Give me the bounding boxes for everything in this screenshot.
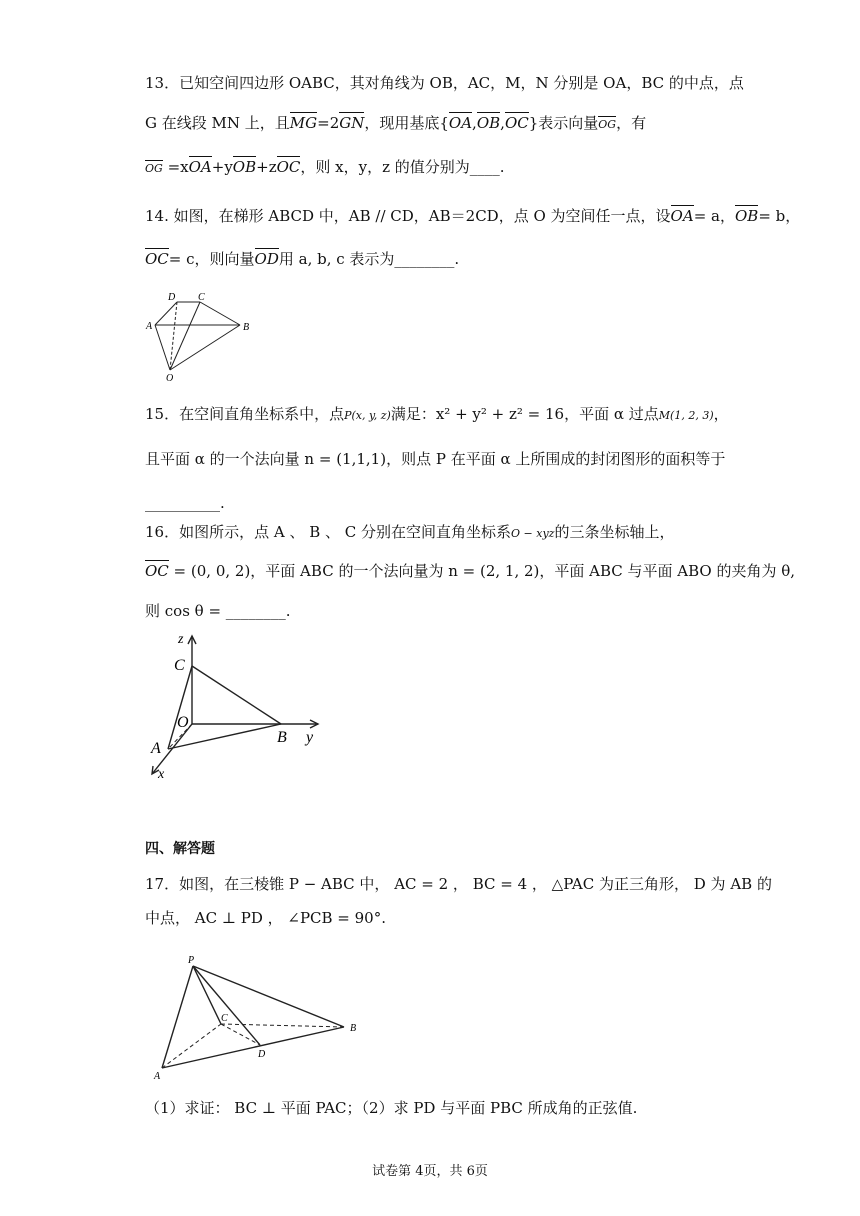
q15-text: 15．在空间直角坐标系中，点 (145, 405, 345, 423)
q13-text: +y (211, 158, 233, 176)
label-b: B (277, 729, 287, 746)
label-b: B (350, 1023, 357, 1034)
coordinate-figure (140, 628, 340, 788)
label-y: y (306, 729, 314, 746)
q15-text: ， (713, 405, 729, 423)
vector-od: OD (254, 250, 279, 268)
label-c: C (198, 292, 205, 303)
label-b: B (243, 322, 250, 333)
q16-text: = (0, 0, 2)，平面 ABC 的一个法向量为 n = (2, 1, 2)，平面 ABC 与平面 ABO 的夹角为 θ, (168, 562, 796, 580)
label-a: A (151, 740, 161, 757)
q17-line-3: （1）求证： BC ⊥ 平面 PAC；（2）求 PD 与平面 PBC 所成角的正弦值. (145, 1099, 638, 1117)
q13-text: ，有 (616, 114, 647, 132)
label-c: C (221, 1013, 228, 1024)
q13-line-2: G 在线段 MN 上，且MG=2GN，现用基底{OA,OB,OC}表示向量OG，有 (145, 114, 647, 132)
page-footer: 试卷第 4页，共 6页 (372, 1164, 488, 1179)
q16-text: 16．如图所示，点 A 、 B 、 C 分别在空间直角坐标系 (145, 523, 512, 541)
q14-line-2 (145, 248, 459, 270)
label-a: A (154, 1071, 161, 1082)
q13-text: =2 (317, 114, 340, 132)
q13-text: }表示向量 (528, 114, 599, 132)
q16-line-3: 则 cos θ = ________. (145, 602, 291, 620)
q15-line-3: __________. (145, 494, 225, 512)
label-o: O (177, 714, 189, 731)
q14-text: ，则向量 (194, 250, 255, 268)
label-d: D (168, 292, 176, 303)
vector-oa: OA (188, 158, 212, 176)
point-p: P(x, y, z) (344, 409, 391, 422)
label-p: P (188, 955, 195, 966)
q16-text: 的三条坐标轴上， (554, 523, 675, 541)
q13-text: ，现用基底{ (364, 114, 449, 132)
vector-ob: OB (734, 207, 759, 225)
q13-text: =x (162, 158, 189, 176)
q14-text: = b (758, 207, 786, 225)
vector-oc: OC (145, 250, 169, 268)
q13-line-1: 13．已知空间四边形 OABC，其对角线为 OB，AC，M，N 分别是 OA，BC 的中点，点 (145, 74, 744, 92)
vector-ob: OB (232, 158, 257, 176)
q14-text: = c (168, 250, 195, 268)
vector-og: OG (598, 118, 617, 131)
q13-text: +z (256, 158, 277, 176)
label-x: x (158, 767, 165, 782)
q14-text: = a (693, 207, 720, 225)
vector-oc: OC (276, 158, 301, 176)
label-a: A (146, 321, 153, 332)
vector-oc: OC (145, 562, 169, 580)
q16-line-1 (145, 521, 675, 545)
vector-oc: OC (504, 114, 529, 132)
q15-line-2: 且平面 α 的一个法向量 n = (1,1,1)，则点 P 在平面 α 上所围成的封闭图形的面积等于 (145, 450, 726, 468)
label-c: C (174, 657, 185, 674)
q13-line-3 (145, 156, 505, 180)
q15-line-1 (145, 403, 729, 427)
q13-text: G 在线段 MN 上，且 (145, 114, 290, 132)
vector-mg: MG (289, 114, 318, 132)
q17-line-2: 中点， AC ⊥ PD ， ∠PCB = 90°. (145, 909, 386, 927)
section-heading: 四、解答题 (145, 841, 215, 857)
label-d: D (258, 1049, 266, 1060)
coordinate-system: O − xyz (511, 527, 555, 540)
vector-gn: GN (339, 114, 365, 132)
vector-og: OG (145, 162, 163, 175)
point-m: M(1, 2, 3) (658, 409, 714, 422)
pyramid-figure (148, 950, 368, 1082)
vector-ob: OB (476, 114, 501, 132)
q14-text: 14. 如图，在梯形 ABCD 中，AB // CD，AB＝2CD，点 O 为空间任一点，设 (145, 207, 671, 225)
vector-oa: OA (670, 207, 694, 225)
trapezoid-figure (140, 284, 270, 384)
q14-line-1: 14. 如图，在梯形 ABCD 中，AB // CD，AB＝2CD，点 O 为空间任一点，设OA= a，OB= b， (145, 207, 801, 225)
label-z: z (178, 632, 184, 647)
label-o: O (166, 373, 174, 384)
q14-text: 用 a, b, c 表示为________. (278, 250, 460, 268)
q17-line-1: 17．如图，在三棱锥 P − ABC 中， AC = 2 ， BC = 4 ， △PAC 为正三角形， D 为 AB 的 (145, 875, 772, 893)
q13-text: ，则 x，y，z 的值分别为____. (300, 158, 505, 176)
q16-line-2 (145, 560, 795, 582)
vector-oa: OA (448, 114, 473, 132)
q15-text: 满足：x² + y² + z² = 16，平面 α 过点 (390, 405, 659, 423)
